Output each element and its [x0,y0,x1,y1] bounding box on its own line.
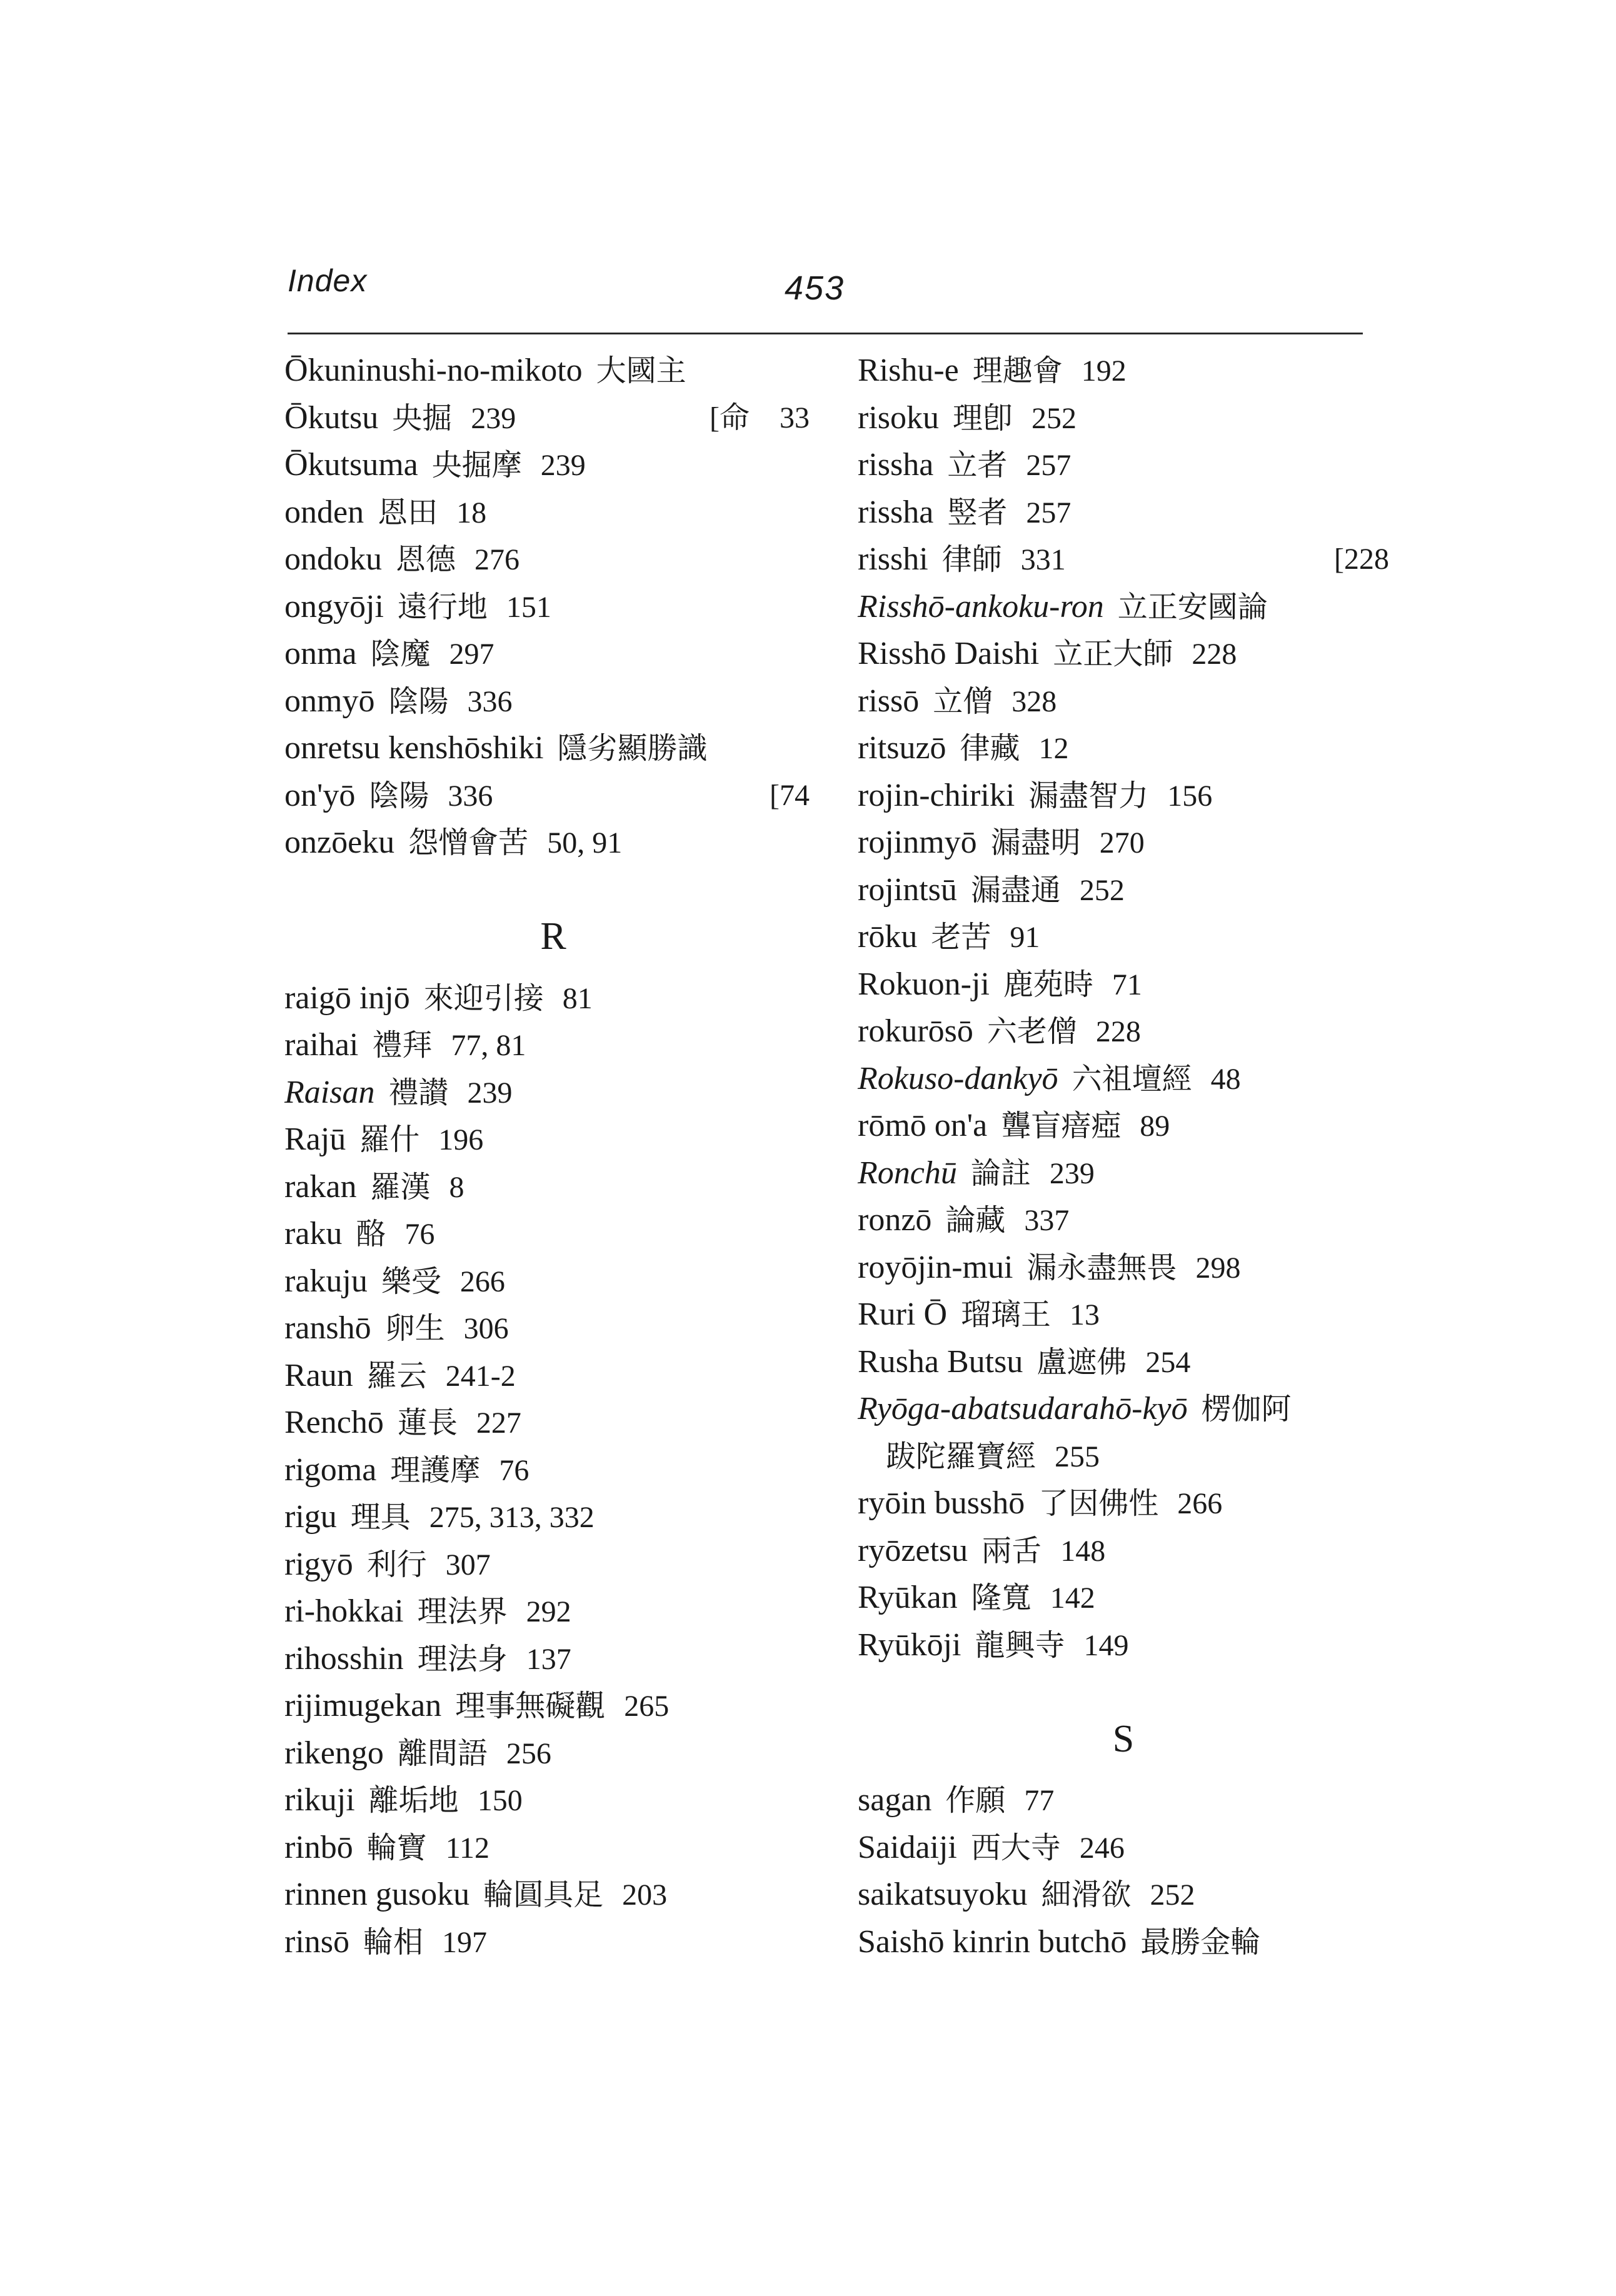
entry-kanji: 論註 [970,1155,1031,1191]
entry-kanji: 理卽 [953,400,1013,436]
entry-kanji: 大國主 [596,353,686,388]
index-entry [858,347,1389,394]
entry-term: ongyōji [284,588,384,624]
index-entry [858,819,1389,866]
entry-term: Ōkuninushi-no-mikoto [284,353,583,388]
entry-page-reference: 241-2 [445,1359,516,1393]
entry-kanji: 羅漢 [370,1169,431,1205]
entry-term: risoku [858,399,939,436]
entry-page-reference: 275, 313, 332 [429,1501,595,1534]
header-rule [288,333,1363,334]
entry-kanji: 龍興寺 [975,1627,1065,1663]
entry-page-reference: 192 [1081,354,1127,388]
index-entry [284,1399,822,1446]
entry-term: rikengo [284,1735,384,1771]
entry-kanji: 立正安國論 [1117,589,1268,624]
index-entry [858,913,1389,961]
entry-kanji: 竪者 [947,494,1008,530]
index-entry [284,1777,822,1824]
index-entry [858,441,1389,489]
entry-term: ritsuzō [858,730,946,766]
entry-term: rinnen gusoku [284,1877,470,1912]
entry-term: risshi [858,541,928,577]
index-entry [858,1824,1389,1872]
entry-term: rihosshin [284,1640,404,1677]
entry-kanji: 恩德 [396,542,456,577]
entry-page-reference: 276 [474,543,520,576]
index-entry [858,630,1389,678]
entry-term: rinsō [284,1923,349,1960]
entry-kanji: 恩田 [378,494,438,530]
entry-term: ryōin busshō [858,1485,1025,1521]
entry-kanji: 理護摩 [390,1452,481,1488]
entry-page-reference: 257 [1026,496,1071,529]
entry-page-reference: 151 [506,590,551,624]
entry-kanji: 理趣會 [972,353,1063,388]
index-entry [858,1777,1389,1824]
index-entry [284,489,822,536]
index-entry [858,1918,1389,1966]
entry-term: Raun [284,1357,353,1393]
entry-page-reference: 227 [476,1406,521,1440]
index-entry [858,1055,1389,1103]
index-entry [858,536,1389,583]
entry-kanji: 立僧 [933,683,993,719]
index-entry [284,1541,822,1588]
entry-kanji: 老苦 [931,920,991,955]
entry-term: Saishō kinrin butchō [858,1923,1127,1960]
index-entry [284,1446,822,1494]
entry-page-reference: 266 [459,1265,505,1298]
entry-page-reference: 142 [1050,1582,1095,1615]
entry-term: saikatsuyoku [858,1877,1028,1912]
entry-kanji: 盧遮佛 [1036,1344,1127,1380]
entry-page-reference: 239 [1049,1156,1095,1190]
carried-over-fragment: [命 33 [710,401,810,434]
index-entry [858,678,1389,725]
entry-page-reference: 71 [1112,968,1142,1001]
entry-page-reference: 307 [445,1548,491,1582]
entry-kanji: 利行 [366,1547,427,1582]
entry-kanji: 羅云 [366,1358,427,1393]
index-entry [284,819,822,866]
entry-term: rōmō on'a [858,1108,988,1143]
index-entry [284,536,822,583]
entry-kanji: 禮拜 [372,1028,433,1063]
entry-kanji: 立正大師 [1053,636,1173,671]
entry-kanji: 輪圓具足 [483,1877,604,1912]
index-entry [284,1210,822,1258]
entry-term: raihai [284,1027,359,1063]
section-heading: R [540,915,566,958]
entry-term: onretsu kenshōshiki [284,730,544,766]
entry-page-reference: 306 [463,1312,509,1345]
entry-term: rijimugekan [284,1688,442,1723]
entry-term: Ryōga-abatsudarahō-kyō [858,1391,1188,1426]
entry-page-reference: 76 [404,1218,435,1251]
entry-term: onzōeku [284,825,395,860]
entry-page-reference: 156 [1167,779,1213,813]
index-entry [284,347,822,394]
entry-term: Risshō-ankoku-ron [858,588,1104,624]
index-entry [284,394,822,442]
entry-term: rigu [284,1499,337,1535]
entry-kanji: 作願 [945,1783,1006,1818]
entry-page-reference: 50, 91 [547,826,623,860]
entry-kanji: 陰陽 [388,683,449,719]
index-entry [858,1291,1389,1338]
entry-term: Saidaiji [858,1829,957,1865]
entry-kanji: 蓮長 [397,1405,458,1440]
entry-term: rakuju [284,1263,368,1299]
index-entry [284,1116,822,1163]
entry-term: royōjin-mui [858,1249,1013,1285]
entry-term: Rokuon-ji [858,966,990,1002]
index-entry [858,583,1389,631]
entry-term: rakan [284,1168,357,1205]
entry-page-reference: 270 [1099,826,1145,860]
entry-page-reference: 76 [499,1453,529,1487]
index-entry [284,724,822,772]
entry-term: Ōkutsuma [284,447,418,483]
entry-kanji: 輪寶 [366,1830,427,1865]
index-entry [284,1163,822,1211]
entry-term: rojin-chiriki [858,777,1015,813]
entry-term: rigoma [284,1451,377,1488]
index-entry [284,1824,822,1872]
index-entry [858,1871,1389,1918]
entry-term: Rusha Butsu [858,1343,1023,1380]
entry-kanji: 聾盲瘖瘂 [1001,1108,1122,1143]
index-entry [284,1021,822,1069]
entry-term: raigō injō [284,980,410,1016]
section-heading: S [1112,1717,1135,1760]
index-entry [858,724,1389,772]
entry-term: rissha [858,447,934,483]
entry-page-reference: 81 [562,981,593,1015]
entry-page-reference: 48 [1210,1062,1241,1096]
section-spacer [858,1763,1389,1777]
entry-page-reference: 137 [526,1642,571,1676]
index-entry [284,583,822,631]
entry-page-reference: 91 [1010,921,1040,954]
entry-kanji: 西大寺 [970,1830,1061,1865]
section-spacer [284,961,822,975]
entry-kanji: 央掘 [392,400,453,436]
entry-term: Rishu-e [858,353,959,388]
entry-term: on'yō [284,777,356,813]
entry-kanji: 漏盡明 [990,825,1081,860]
entry-page-reference: 252 [1150,1878,1195,1912]
entry-kanji: 酪 [356,1216,386,1251]
entry-kanji: 理事無礙觀 [455,1688,606,1723]
entry-page-reference: 297 [449,638,494,671]
index-entry [284,1871,822,1918]
index-entry [284,1069,822,1116]
index-entry [284,630,822,678]
entry-page-reference: 18 [456,496,487,529]
index-entry [284,772,822,820]
entry-page-reference: 337 [1024,1204,1070,1237]
entry-page-reference: 149 [1083,1628,1129,1662]
index-entry [858,1008,1389,1055]
entry-page-reference: 148 [1060,1534,1106,1568]
index-entry [284,1352,822,1400]
entry-term: ri-hokkai [284,1593,404,1629]
entry-page-reference: 336 [467,684,513,718]
entry-page-reference: 252 [1031,401,1077,435]
entry-term: Renchō [284,1405,384,1440]
index-entry [858,1196,1389,1244]
entry-kanji: 最勝金輪 [1140,1924,1261,1960]
entry-term: rikuji [284,1782,355,1818]
index-entry [858,1385,1389,1433]
index-entry [858,772,1389,820]
entry-term: Ōkutsu [284,399,379,436]
entry-term: rissha [858,494,934,530]
index-entry [284,1635,822,1683]
entry-term: Ruri Ō [858,1296,947,1332]
right-column [858,347,1389,1965]
index-entry [284,1588,822,1635]
index-entry [858,1102,1389,1150]
entry-term: rissō [858,683,920,719]
entry-kanji: 六老僧 [986,1014,1077,1049]
entry-page-reference: 228 [1192,638,1237,671]
index-entry [858,961,1389,1008]
carried-over-fragment: [228 [1334,543,1389,576]
entry-page-reference: 239 [467,1076,513,1110]
entry-kanji: 理法身 [417,1641,508,1677]
entry-term: Ryūkan [858,1580,958,1615]
entry-kanji: 了因佛性 [1038,1486,1159,1521]
entry-term: Ryūkōji [858,1627,961,1663]
entry-term: onmyō [284,683,375,719]
entry-kanji: 央掘摩 [431,448,522,483]
index-entry [284,1918,822,1966]
entry-page-reference: 239 [540,449,586,482]
entry-page-reference: 228 [1095,1015,1141,1048]
entry-kanji: 楞伽阿 [1201,1391,1292,1426]
entry-kanji: 遠行地 [397,589,488,624]
index-entry [858,1622,1389,1669]
index-entry [858,1338,1389,1386]
index-entry [858,1150,1389,1197]
entry-page-reference: 292 [526,1595,571,1628]
entry-kanji: 輪相 [363,1924,424,1960]
entry-term: Risshō Daishi [858,636,1040,671]
entry-page-reference: 265 [624,1690,670,1723]
entry-term: onden [284,494,364,530]
left-column [284,347,822,1965]
entry-kanji: 禮讃 [388,1075,449,1110]
entry-page-reference: 336 [448,779,493,813]
running-header-title: Index [288,263,368,298]
index-entry [858,1244,1389,1291]
index-entry [858,1433,1389,1480]
entry-page-reference: 196 [438,1123,484,1156]
carried-over-fragment: [74 [770,778,810,812]
entry-page-reference: 77, 81 [451,1029,526,1062]
entry-term: rinbō [284,1829,353,1865]
index-entry [284,1730,822,1777]
entry-page-reference: 255 [1055,1440,1100,1473]
entry-term: onma [284,636,357,671]
entry-kanji: 隆寬 [971,1580,1031,1615]
entry-term: raku [284,1216,343,1251]
entry-kanji: 陰陽 [369,778,429,813]
entry-kanji: 怨憎會苦 [408,825,529,860]
entry-term: rigyō [284,1546,353,1582]
index-entry [284,975,822,1022]
entry-term: ranshō [284,1310,371,1346]
section-spacer [284,866,822,914]
entry-kanji: 理具 [350,1500,411,1535]
entry-term: Ronchū [858,1155,957,1191]
page-number: 453 [785,269,845,307]
index-entry [284,1493,822,1541]
entry-page-reference: 239 [471,401,516,435]
entry-page-reference: 246 [1079,1831,1125,1865]
entry-kanji: 鹿苑時 [1003,966,1093,1002]
entry-kanji: 瑠璃王 [961,1297,1051,1332]
entry-kanji: 羅什 [359,1122,420,1157]
entry-page-reference: 254 [1145,1345,1191,1379]
entry-page-reference: 197 [442,1925,488,1959]
entry-page-reference: 298 [1195,1251,1241,1285]
entry-page-reference: 257 [1026,449,1071,482]
entry-kanji: 漏永盡無畏 [1026,1250,1177,1285]
entry-term: ryōzetsu [858,1532,968,1568]
entry-page-reference: 203 [622,1878,668,1912]
entry-page-reference: 89 [1140,1110,1170,1143]
entry-kanji: 立者 [947,448,1008,483]
entry-term: rojinmyō [858,825,977,860]
entry-page-reference: 328 [1011,684,1057,718]
entry-kanji: 細滑欲 [1041,1877,1132,1912]
index-entry [858,489,1389,536]
entry-kanji: 漏盡智力 [1028,778,1149,813]
entry-page-reference: 13 [1070,1298,1100,1331]
index-entry [858,1480,1389,1527]
entry-kanji: 律藏 [960,731,1020,766]
entry-page-reference: 266 [1177,1487,1223,1520]
entry-page-reference: 8 [449,1170,464,1204]
entry-kanji: 樂受 [381,1263,441,1299]
index-entry [284,678,822,725]
entry-term: ronzō [858,1202,932,1238]
entry-kanji: 兩舌 [981,1533,1042,1568]
entry-kanji: 律師 [941,542,1002,577]
entry-page-reference: 252 [1079,873,1125,907]
entry-page-reference: 77 [1024,1784,1055,1817]
entry-kanji: 卵生 [384,1311,445,1346]
entry-term: Raisan [284,1074,375,1110]
entry-kanji: 理法界 [417,1594,508,1629]
index-entry [284,1258,822,1305]
index-entry [858,1527,1389,1575]
entry-term: rokurōsō [858,1013,973,1049]
entry-page-reference: 12 [1038,732,1069,765]
entry-page-reference: 256 [506,1737,551,1770]
entry-kanji: 離垢地 [368,1783,459,1818]
entry-page-reference: 331 [1020,543,1066,576]
index-entry [284,441,822,489]
entry-kanji: 漏盡通 [970,872,1061,908]
entry-term: Rokuso-dankyō [858,1060,1058,1096]
entry-page-reference: 112 [445,1831,489,1865]
index-entry [284,1305,822,1352]
section-spacer [858,1668,1389,1716]
entry-term: Rajū [284,1121,346,1157]
entry-kanji: 跋陀羅寶經 [886,1438,1036,1474]
entry-kanji: 論藏 [945,1203,1006,1238]
entry-term: rōku [858,919,918,955]
index-entry [858,1574,1389,1622]
index-entry [284,1682,822,1730]
entry-kanji: 隱劣顯勝識 [557,731,708,766]
entry-kanji: 六祖壇經 [1071,1061,1192,1096]
entry-term: sagan [858,1782,932,1818]
entry-term: rojintsū [858,871,957,908]
entry-kanji: 離間語 [397,1735,488,1771]
entry-page-reference: 150 [477,1784,523,1817]
index-entry [858,866,1389,914]
entry-term: ondoku [284,541,382,577]
entry-kanji: 陰魔 [370,636,431,671]
index-entry [858,394,1389,442]
entry-kanji: 來迎引接 [423,980,544,1016]
